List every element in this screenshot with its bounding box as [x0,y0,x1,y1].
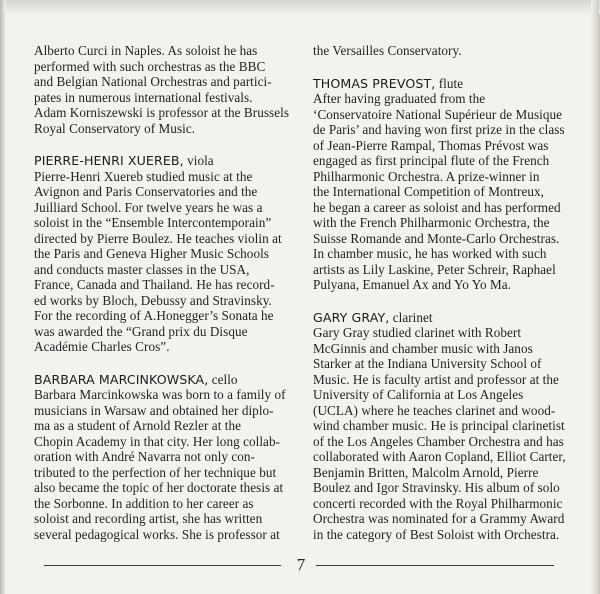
text-line: soloist and recording artist, she has written [34,511,263,526]
text-line: wind chamber music. He is principal clarinetist [313,418,565,433]
text-line: France, Canada and Thailand. He has record- [34,277,275,292]
artist-instrument: cello [208,371,238,387]
right-column [313,43,579,542]
text-line: Académie Charles Cros”. [34,339,170,354]
bio-heading [34,153,296,169]
text-line: and Belgian National Orchestras and partici- [34,74,272,89]
text-line: ed works by Bloch, Debussy and Stravinsky. [34,292,272,308]
text-line: ma as a student of Arnold Rezler at the [34,418,242,433]
text-line: performed with such orchestras as the BBC [34,58,266,74]
text-line: Orchestra was nominated for a Grammy Award [313,511,565,526]
text-line: the Versailles Conservatory. [313,43,462,58]
text-line: Alberto Curci in Naples. As soloist he has [34,43,258,58]
artist-instrument: flute [435,75,464,91]
text-line: Starker at the Indiana University School of [313,356,542,371]
text-line: Philharmonic Orchestra. A prize-winner in [313,168,540,184]
artist-instrument: viola [183,153,214,168]
page-right-shadow [591,0,599,594]
text-line: the Paris and Geneva Higher Music Schools [34,246,269,261]
text-line: musicians in Warsaw and obtained her diplo- [34,402,274,418]
bio-marcinkowska [34,372,296,543]
text-line: was awarded the “Grand prix du Disque [34,323,248,339]
text-line: After having graduated from the [313,91,486,106]
text-line: and conducts master classes in the USA, [34,261,250,277]
page-number: 7 [296,555,306,574]
text-line: oration with André Navarra not only con- [34,449,255,464]
page-footer [0,552,600,582]
text-line: also became the topic of her doctorate thesis at [34,480,284,495]
text-line: ‘Conservatoire National Supérieur de Musique [313,106,563,122]
artist-name: THOMAS PREVOST, [313,75,436,91]
text-line: McGinnis and chamber music with Janos [313,340,533,356]
text-line: the International Competition of Montreux, [313,184,545,199]
artist-name: GARY GRAY, [313,309,390,325]
text-line: For the recording of A.Honegger’s Sonata he [34,308,274,323]
text-line: In chamber music, he has worked with such [313,246,547,261]
intro-paragraph [313,43,579,59]
text-line: pates in numerous international festivals. [34,89,253,105]
text-line: Avignon and Paris Conservatories and the [34,184,258,199]
footer-rule-right [316,565,554,566]
text-line: several pedagogical works. She is professor at [34,526,280,542]
text-line: artists as Lily Laskine, Peter Schreir, Raphael [313,261,556,277]
artist-instrument: clarinet [389,309,433,325]
text-line: de Paris’ and having won first prize in the class [313,122,565,137]
text-line: Juilliard School. For twelve years he was a [34,199,263,215]
intro-paragraph [34,43,296,136]
text-line: Pierre-Henri Xuereb studied music at the [34,168,253,184]
bio-heading [313,310,579,326]
text-line: he began a career as soloist and has performed [313,199,561,215]
text-line: Royal Conservatory of Music. [34,120,196,136]
page-top-shadow [0,0,600,14]
text-line: Benjamin Britten, Malcolm Arnold, Pierre [313,464,539,480]
text-line: collaborated with Aaron Copland, Elliot Carter, [313,449,566,464]
text-line: Gary Gray studied clarinet with Robert [313,325,522,340]
bio-heading [34,372,296,388]
text-line: Suisse Romande and Monte-Carlo Orchestras. [313,230,560,246]
artist-name: PIERRE-HENRI XUEREB, [34,153,184,168]
text-line: soloist in the “Ensemble Intercontemporain” [34,215,272,230]
text-line: the Sorbonne. In addition to her career as [34,495,254,511]
text-line: Barbara Marcinkowska was born to a family of [34,387,286,402]
text-line: Boulez and Igor Stravinsky. His album of solo [313,480,560,495]
bio-heading [313,76,579,92]
text-line: of Jean-Pierre Rampal, Thomas Prévost was [313,137,549,153]
text-line: Pulyana, Emanuel Ax and Yo Yo Ma. [313,277,512,292]
text-line: University of California at Los Angeles [313,387,524,402]
footer-rule-left [44,565,281,566]
text-line: Chopin Academy in that city. Her long collab- [34,433,281,449]
page-left-shadow [0,0,6,594]
text-line: (UCLA) where he teaches clarinet and wood- [313,402,556,418]
text-line: in the category of Best Soloist with Orchestra. [313,526,560,542]
bio-prevost [313,76,579,293]
left-column [34,43,296,542]
text-line: of the Los Angeles Chamber Orchestra and has [313,433,564,449]
text-line: tributed to the perfection of her technique but [34,464,277,480]
text-line: Adam Korniszewski is professor at the Brussels [34,105,290,120]
bio-gray [313,310,579,543]
text-line: with the French Philharmonic Orchestra, the [313,215,550,230]
text-line: engaged as first principal flute of the French [313,153,550,168]
bio-xuereb [34,153,296,355]
text-line: directed by Pierre Boulez. He teaches violin at [34,230,282,246]
text-line: concerti recorded with the Royal Philharmonic [313,495,563,511]
text-line: Music. He is faculty artist and professor at the [313,371,559,387]
artist-name: BARBARA MARCINKOWSKA, [34,371,209,387]
